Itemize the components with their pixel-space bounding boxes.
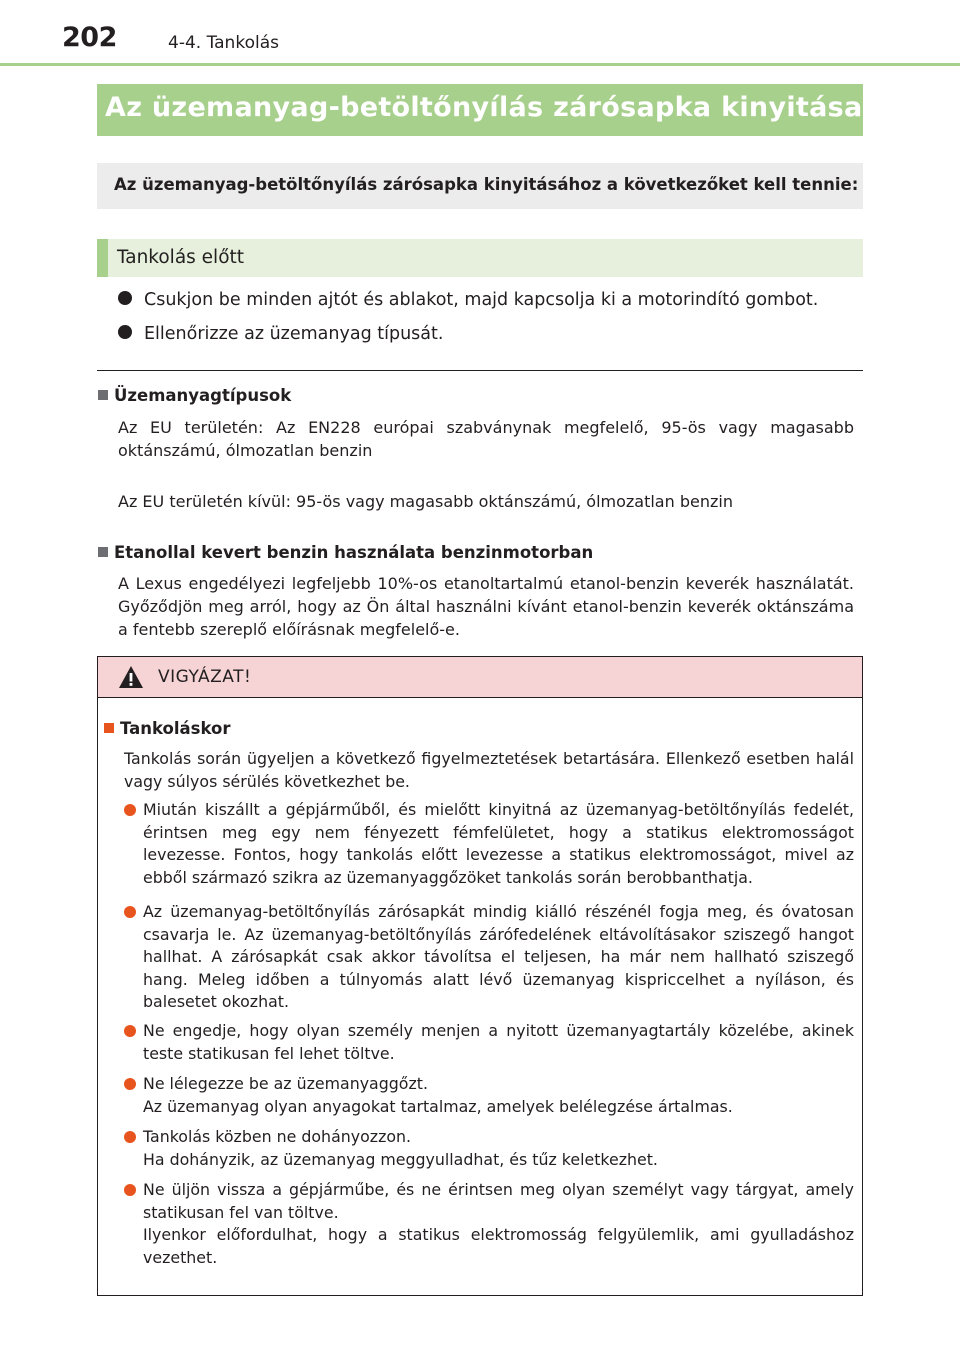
intro-text: Az üzemanyag-betöltőnyílás zárósapka kinyitásához a következőket kell tennie: — [114, 175, 859, 194]
warning-item: Ne lélegezze be az üzemanyaggőzt. Az üzemanyag olyan anyagokat tartalmaz, amelyek belélegzése ártalmas. — [124, 1073, 854, 1118]
section-divider — [97, 370, 863, 371]
note-heading: Etanollal kevert benzin használata benzinmotorban — [98, 543, 593, 562]
warning-label: VIGYÁZAT! — [158, 667, 252, 687]
subsection-bar — [97, 239, 863, 277]
warning-bullet-icon — [124, 906, 136, 918]
warning-bullet-icon — [124, 1078, 136, 1090]
note-heading: Üzemanyagtípusok — [98, 386, 291, 405]
warning-bullet-icon — [124, 1025, 136, 1037]
warning-item: Miután kiszállt a gépjárműből, és mielőtt kinyitná az üzemanyag-betöltőnyílás fedelét, érintsen meg egy nem fényezett fémfelületet, hogy a statikus elektromosságot levezesse. Fontos, hogy tankolás előtt levezesse a statikus elektromosságot, mivel az ebből származó szikra az üzemanyaggőzöket tankolás során berobbanthatja. — [124, 799, 854, 889]
warning-heading: Tankoláskor — [104, 719, 231, 738]
bullet-text: Ellenőrizze az üzemanyag típusát. — [144, 324, 444, 344]
warning-bullet-icon — [124, 804, 136, 816]
warning-box — [97, 656, 863, 1296]
bullet-item — [118, 290, 818, 310]
bullet-text: Csukjon be minden ajtót és ablakot, majd kapcsolja ki a motorindító gombot. — [144, 290, 819, 310]
warning-triangle-icon — [118, 665, 144, 689]
warning-item: Ne engedje, hogy olyan személy menjen a nyitott üzemanyagtartály közelébe, akinek teste statikusan fel lehet töltve. — [124, 1020, 854, 1065]
note-paragraph: A Lexus engedélyezi legfeljebb 10%-os etanoltartalmú etanol-benzin keverék használatát. Győződjön meg arról, hogy az Ön által használni kívánt etanol-benzin keverék oktánszáma a fentebb szereplő előírásnak megfelelő-e. — [118, 574, 854, 639]
warning-intro: Tankolás során ügyeljen a következő figyelmeztetések betartására. Ellenkező esetben halál vagy súlyos sérülés következhet be. — [124, 749, 854, 791]
warning-item: Az üzemanyag-betöltőnyílás zárósapkát mindig kiálló részénél fogja meg, és óvatosan csavarja le. Az üzemanyag-betöltőnyílás zárófedelének eltávolításakor sziszegő hangot hallhat. A zárósapkát csak akkor távolítsa el teljesen, ha már nem hallható sziszegő hang. Meleg időben a túlnyomás alatt lévő üzemanyag kispriccelhet a nyíláson, és balesetet okozhat. — [124, 901, 854, 1014]
bullet-item — [118, 324, 443, 344]
warning-item: Ne üljön vissza a gépjárműbe, és ne érintsen meg olyan személyt vagy tárgyat, amely statikusan fel van töltve. Ilyenkor előfordulhat, hogy a statikus elektromosság felgyülemlik, ami gyulladáshoz vezethet. — [124, 1179, 854, 1269]
square-bullet-icon — [98, 547, 108, 557]
warning-bullet-icon — [124, 1184, 136, 1196]
note-paragraph: Az EU területén kívül: 95-ös vagy magasabb oktánszámú, ólmozatlan benzin — [118, 492, 733, 511]
page-header — [0, 0, 960, 68]
page-number: 202 — [62, 22, 117, 53]
note-paragraph: Az EU területén: Az EN228 európai szabványnak megfelelő, 95-ös vagy magasabb oktánszámú, ólmozatlan benzin — [118, 418, 854, 460]
subsection-accent — [97, 239, 108, 277]
bullet-dot-icon — [118, 291, 132, 305]
square-bullet-icon — [104, 723, 114, 733]
warning-item: Tankolás közben ne dohányozzon. Ha dohányzik, az üzemanyag meggyulladhat, és tűz keletkezhet. — [124, 1126, 854, 1171]
subsection-title: Tankolás előtt — [117, 247, 245, 268]
warning-bullet-icon — [124, 1131, 136, 1143]
section-title-bar — [97, 84, 863, 136]
header-rule — [0, 63, 960, 66]
square-bullet-icon — [98, 390, 108, 400]
section-title: Az üzemanyag-betöltőnyílás zárósapka kinyitása — [105, 92, 863, 123]
warning-header — [98, 657, 862, 698]
bullet-dot-icon — [118, 325, 132, 339]
section-reference: 4-4. Tankolás — [168, 33, 279, 53]
intro-box — [97, 163, 863, 209]
